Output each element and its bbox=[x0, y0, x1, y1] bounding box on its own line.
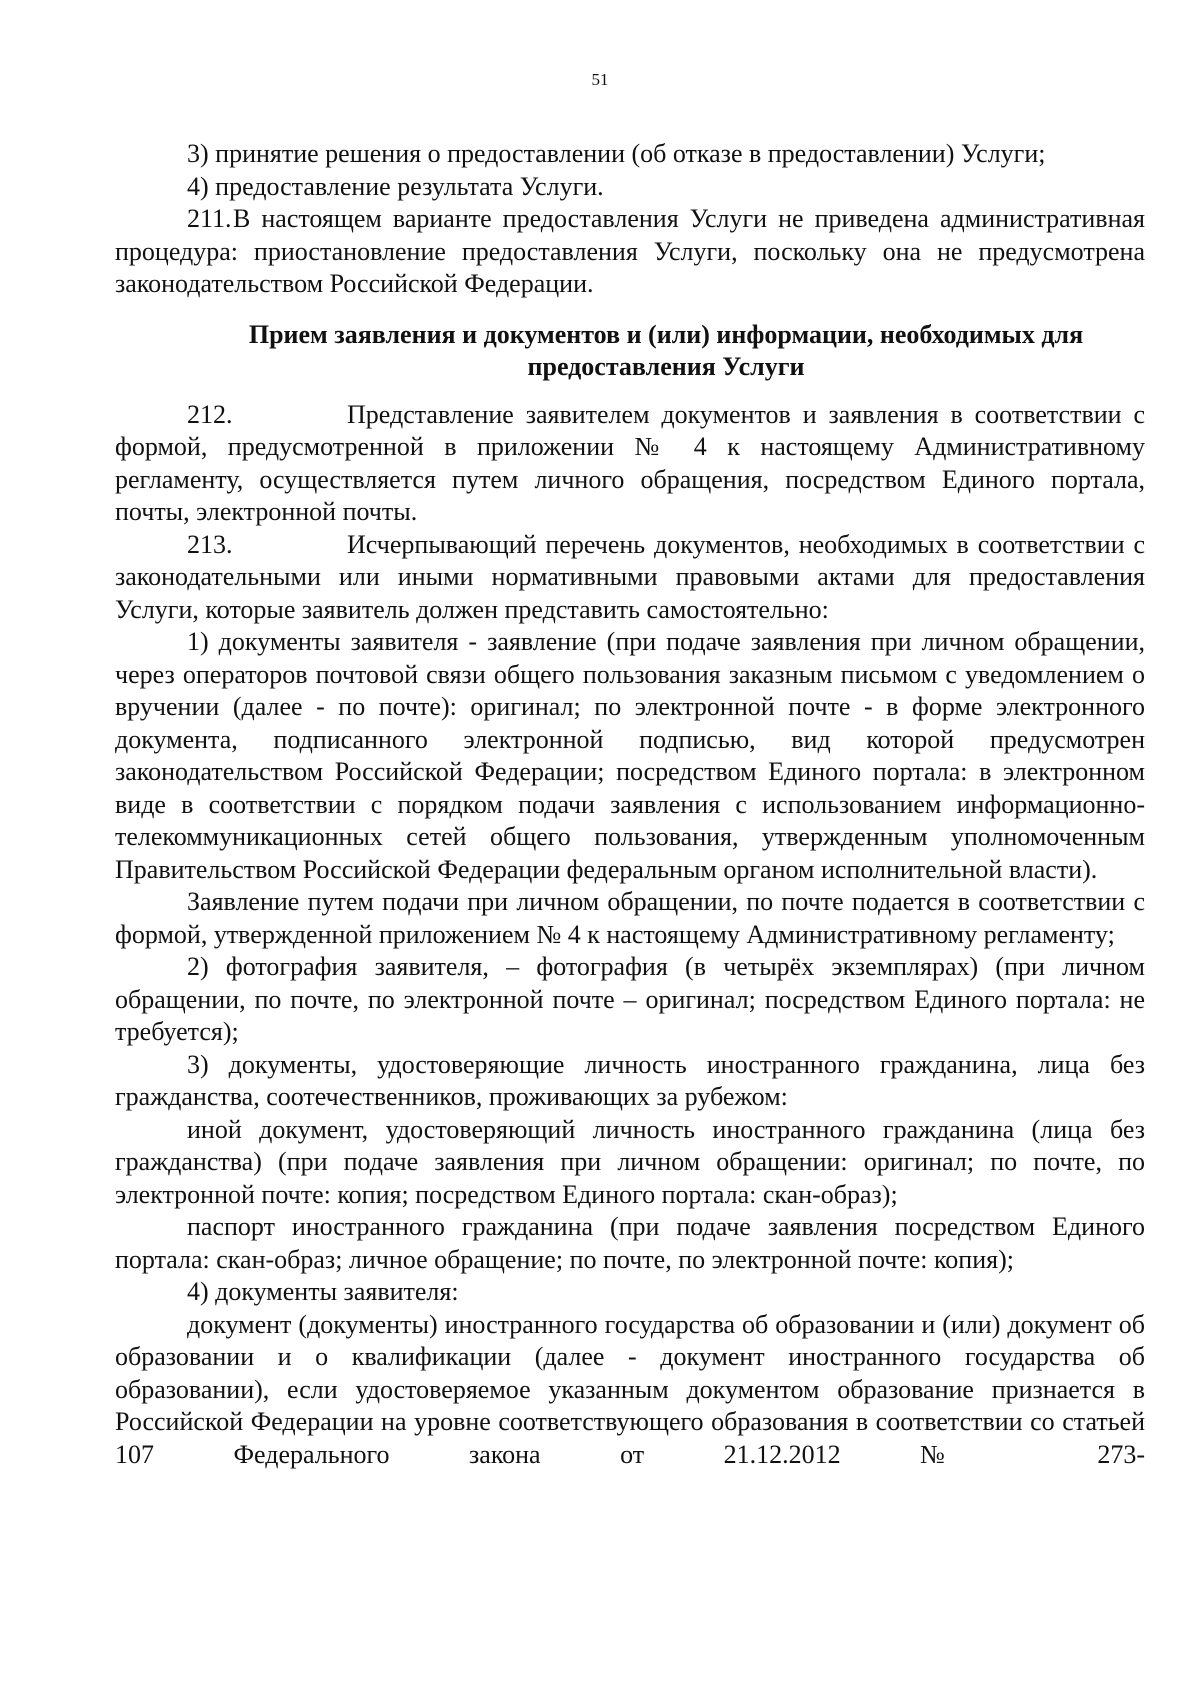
paragraph-documents-applicant: 1) документы заявителя - заявление (при подаче заявления при личном обращении, через операторов почтовой связи общего пользования заказным письмом с уведомлением о вручении (далее - по почте): оригинал; по электронной почте - в форме электронного документа, подписанного электронной подписью, вид которой предусмотрен законодательством Российской Федерации; посредством Единого портала: в электронном виде в соответствии с порядком подачи заявления с использованием информационно-телекоммуникационных сетей общего пользования, утвержденным уполномоченным Правительством Российской Федерации федеральным органом исполнительной власти). bbox=[115, 627, 1145, 884]
paragraph-item-3: 3) принятие решения о предоставлении (об отказе в предоставлении) Услуги; bbox=[187, 139, 1046, 168]
section-heading: Прием заявления и документов и (или) информации, необходимых для предоставления Услуги bbox=[248, 319, 1084, 381]
document-body bbox=[115, 138, 1145, 1471]
paragraph-other-identity-document: иной документ, удостоверяющий личность иностранного гражданина (лица без гражданства) (при подаче заявления при личном обращении: оригинал; по почте, по электронной почте: копия; посредством Единого портала: скан-образ); bbox=[115, 1114, 1145, 1209]
paragraph-text: В настоящем варианте предоставления Услуги не приведена административная процедура: приостановление предоставления Услуги, поскольку она не предусмотрена законодательством Российской Федерации. bbox=[115, 204, 1145, 298]
paragraph-foreign-passport: паспорт иностранного гражданина (при подаче заявления посредством Единого портала: скан-образ; личное обращение; по почте, по электронной почте: копия); bbox=[115, 1212, 1145, 1274]
paragraph-identity-documents: 3) документы, удостоверяющие личность иностранного гражданина, лица без гражданства, соотечественников, проживающих за рубежом: bbox=[115, 1049, 1145, 1111]
paragraph-applicant-documents: 4) документы заявителя: bbox=[187, 1277, 459, 1306]
paragraph-213 bbox=[115, 529, 1145, 627]
paragraph-number: 213. bbox=[187, 529, 233, 559]
paragraph-text: Исчерпывающий перечень документов, необходимых в соответствии с законодательными или иными нормативными правовыми актами для предоставления Услуги, которые заявитель должен представить самостоятельно: bbox=[115, 529, 1145, 624]
paragraph-211 bbox=[115, 203, 1145, 301]
paragraph-education-document: документ (документы) иностранного государства об образовании и (или) документ об образовании и о квалификации (далее - документ иностранного государства об образовании), если удостоверяемое указанным документом образование признается в Российской Федерации на уровне соответствующего образования в соответствии со статьей 107 Федерального закона от 21.12.2012 № 273- bbox=[115, 1309, 1145, 1469]
paragraph-number: 212. bbox=[187, 399, 233, 429]
paragraph-text: Представление заявителем документов и заявления в соответствии с формой, предусмотренной в приложении № 4 к настоящему Административному регламенту, осуществляется путем личного обращения, посредством Единого портала, почты, электронной почты. bbox=[115, 399, 1145, 526]
paragraph-photo: 2) фотография заявителя, – фотография (в четырёх экземплярах) (при личном обращении, по почте, по электронной почте – оригинал; посредством Единого портала: не требуется); bbox=[115, 952, 1145, 1046]
page-number: 51 bbox=[591, 70, 609, 89]
paragraph-application-form: Заявление путем подачи при личном обращении, по почте подается в соответствии с формой, утвержденной приложением № 4 к настоящему Административному регламенту; bbox=[115, 887, 1145, 949]
paragraph-number: 211. bbox=[187, 204, 232, 233]
paragraph-item-4: 4) предоставление результата Услуги. bbox=[187, 171, 604, 201]
paragraph-212 bbox=[115, 399, 1145, 529]
